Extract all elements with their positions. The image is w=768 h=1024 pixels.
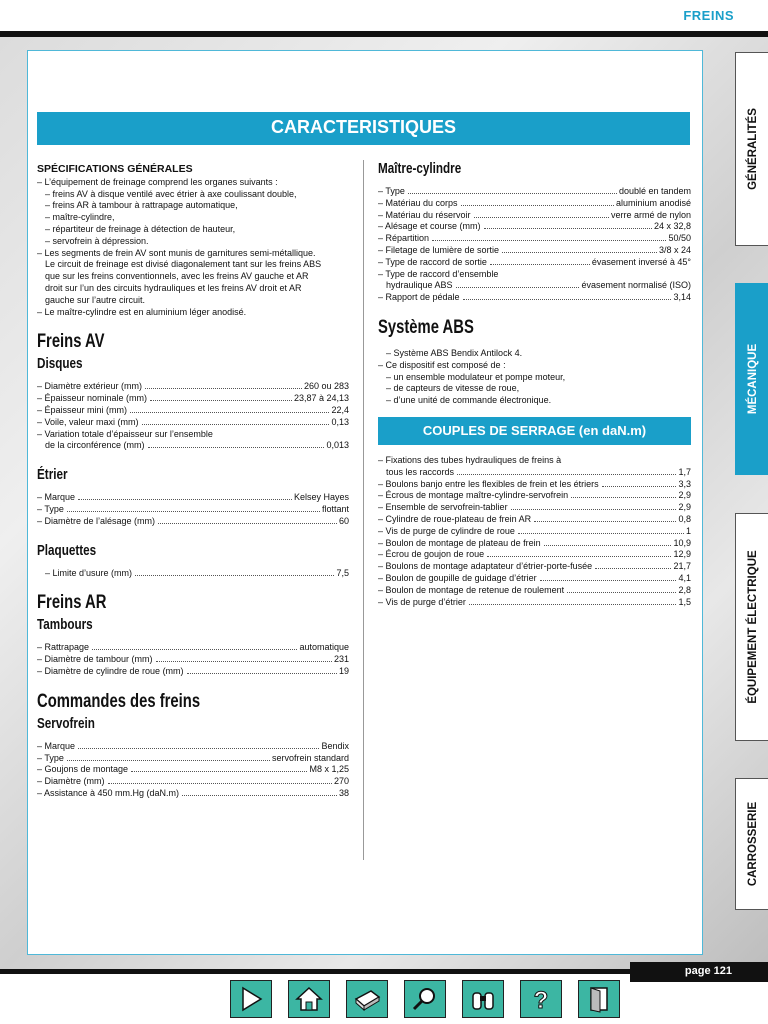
spec-value: 50/50	[668, 233, 691, 244]
spec-label: – Vis de purge de cylindre de roue	[378, 525, 515, 536]
heading-freins-ar: Freins AR	[37, 592, 107, 614]
spec-label: – Répartition	[378, 233, 430, 244]
spec-label: – Type	[37, 503, 64, 514]
spec-value: 10,9	[673, 537, 691, 548]
spec-row: de la circonférence (mm) 0,013	[45, 440, 349, 451]
spec-value: 21,7	[673, 561, 691, 572]
abs-lines	[378, 348, 691, 407]
spec-value: 3,3	[678, 478, 691, 489]
spec-value: évasement inversé à 45°	[591, 256, 691, 267]
spec-label: – Diamètre (mm)	[37, 776, 105, 787]
spec-label: – Épaisseur mini (mm)	[37, 404, 128, 415]
find-button[interactable]	[462, 980, 504, 1018]
dot-leader	[432, 240, 666, 241]
dot-leader	[131, 771, 307, 772]
dot-leader	[534, 521, 676, 522]
spec-value: 1,5	[678, 596, 691, 607]
spec-row	[378, 210, 691, 222]
couples-first-label: – Fixations des tubes hydrauliques de freins à	[378, 454, 562, 465]
spec-value: verre armé de nylon	[610, 209, 691, 220]
text-line: – de capteurs de vitesse de roue,	[386, 383, 520, 394]
spec-value: 7,5	[336, 567, 349, 578]
page-number: page 121	[630, 962, 768, 982]
heading-etrier: Étrier	[37, 466, 68, 484]
search-button[interactable]	[404, 980, 446, 1018]
spec-label: – Boulon de montage de retenue de roulement	[378, 584, 565, 595]
spec-row	[37, 381, 349, 393]
spec-row	[378, 502, 691, 514]
text-line: que sur les freins conventionnels, avec les freins AV gauche et AR	[45, 271, 309, 282]
couples-table	[378, 479, 691, 609]
heading-commandes: Commandes des freins	[37, 690, 201, 712]
spec-row	[378, 257, 691, 269]
spec-label: – Type	[37, 752, 64, 763]
dot-leader	[408, 193, 617, 194]
text-line: gauche sur l’autre circuit.	[45, 294, 146, 305]
spec-value: M8 x 1,25	[309, 764, 349, 775]
dot-leader	[142, 424, 330, 425]
spec-row	[378, 573, 691, 585]
spec-row	[378, 514, 691, 526]
spec-value: 19	[338, 665, 349, 676]
spec-value: Bendix	[321, 740, 349, 751]
right-column	[378, 160, 691, 608]
spec-row	[37, 788, 349, 800]
text-line: droit sur l’un des circuits hydrauliques et les freins AV droit et AR	[45, 282, 302, 293]
text-line: – Les segments de frein AV sont munis de garnitures semi-métallique.	[37, 247, 316, 258]
print-button[interactable]	[346, 980, 388, 1018]
dot-leader	[502, 252, 657, 253]
play-icon	[237, 985, 265, 1013]
spec-label: – Boulon de goupille de guidage d’étrier	[378, 572, 537, 583]
dot-leader	[135, 575, 334, 576]
text-line: – servofrein à dépression.	[45, 235, 149, 246]
spec-row: tous les raccords 1,7	[386, 466, 691, 477]
spec-value: 1	[685, 525, 691, 536]
spec-row	[37, 568, 349, 580]
spec-value: 270	[333, 776, 349, 787]
dot-leader	[150, 400, 292, 401]
dot-leader	[511, 509, 677, 510]
spec-value: aluminium anodisé	[615, 197, 691, 208]
spec-row	[37, 393, 349, 405]
spec-row	[37, 666, 349, 678]
spec-label: – Type	[378, 186, 405, 196]
spec-value: 23,87 à 24,13	[293, 393, 349, 404]
exit-icon	[585, 985, 613, 1013]
spec-label: – Boulons banjo entre les flexibles de frein et les étriers	[378, 478, 599, 489]
dot-leader	[145, 388, 302, 389]
spec-row	[378, 585, 691, 597]
text-line: Le circuit de freinage est divisé diagonalement tant sur les freins ABS	[45, 259, 322, 270]
spec-row	[37, 642, 349, 654]
heading-freins-av: Freins AV	[37, 331, 105, 353]
spec-value: 3/8 x 24	[658, 244, 691, 255]
tab-mecanique[interactable]: MÉCANIQUE	[735, 283, 768, 475]
dot-leader	[156, 661, 332, 662]
svg-text:?: ?	[533, 987, 549, 1013]
spec-value: 2,8	[678, 584, 691, 595]
spec-value: 231	[333, 654, 349, 665]
home-icon	[295, 985, 323, 1013]
spec-label: – Diamètre extérieur (mm)	[37, 381, 143, 392]
disques-table	[37, 381, 349, 428]
spec-value: doublé en tandem	[618, 186, 691, 196]
spec-row	[378, 198, 691, 210]
tambours-table	[37, 642, 349, 677]
spec-row	[378, 597, 691, 609]
heading-abs: Système ABS	[378, 316, 474, 338]
binoculars-icon	[469, 985, 497, 1013]
spec-label: – Limite d’usure (mm)	[45, 567, 133, 578]
help-button[interactable]	[520, 980, 562, 1018]
tab-carrosserie[interactable]: CARROSSERIE	[735, 778, 768, 910]
dot-leader	[92, 649, 297, 650]
tab-generalites[interactable]: GÉNÉRALITÉS	[735, 52, 768, 246]
dot-leader	[78, 748, 319, 749]
spec-label: – Assistance à 450 mm.Hg (daN.m)	[37, 787, 180, 798]
text-line: – Ce dispositif est composé de :	[378, 359, 506, 370]
spec-row	[37, 405, 349, 417]
spec-row	[378, 186, 691, 198]
dot-leader	[484, 228, 652, 229]
spec-label: – Diamètre de tambour (mm)	[37, 654, 153, 665]
spec-label: – Boulons de montage adaptateur d’étrier-porte-fusée	[378, 561, 593, 572]
heading-maitre-cylindre: Maître-cylindre	[378, 160, 462, 177]
spec-row	[37, 753, 349, 765]
dot-leader	[461, 205, 614, 206]
spec-row	[37, 492, 349, 504]
spec-label: – Ensemble de servofrein-tablier	[378, 502, 508, 513]
spec-label: – Boulon de montage de plateau de frein	[378, 537, 541, 548]
spec-label: – Rattrapage	[37, 642, 90, 653]
spec-value: 22,4	[331, 404, 349, 415]
dot-leader	[567, 592, 676, 593]
dot-leader	[182, 795, 337, 796]
spec-label: – Alésage et course (mm)	[378, 221, 481, 232]
mc-raccord-label: – Type de raccord d’ensemble	[378, 268, 499, 279]
dot-leader	[474, 217, 609, 218]
spec-value: 260 ou 283	[303, 381, 349, 392]
etrier-table	[37, 492, 349, 527]
spec-value: 2,9	[678, 502, 691, 513]
spec-label: – Diamètre de l’alésage (mm)	[37, 515, 156, 526]
spec-value: 60	[338, 515, 349, 526]
spec-value: flottant	[321, 503, 349, 514]
spec-value: automatique	[299, 642, 349, 653]
dot-leader	[490, 264, 590, 265]
spec-value: 4,1	[678, 572, 691, 583]
dot-leader	[67, 760, 270, 761]
spec-value: servofrein standard	[271, 752, 349, 763]
heading-disques: Disques	[37, 355, 83, 373]
text-line: – d’une unité de commande électronique.	[386, 395, 552, 406]
spec-row	[378, 479, 691, 491]
dot-leader	[602, 486, 677, 487]
exit-button[interactable]	[578, 980, 620, 1018]
spec-value: 2,9	[678, 490, 691, 501]
spec-lines	[37, 177, 349, 319]
spec-label: – Écrou de goujon de roue	[378, 549, 485, 560]
page-banner: CARACTERISTIQUES	[37, 112, 690, 145]
spec-row	[37, 516, 349, 528]
text-line: – répartiteur de freinage à détection de hauteur,	[45, 223, 236, 234]
home-button[interactable]	[288, 980, 330, 1018]
dot-leader	[518, 533, 684, 534]
spec-label: – Matériau du réservoir	[378, 209, 471, 220]
spec-row	[37, 654, 349, 666]
spec-row	[378, 245, 691, 257]
spec-row	[378, 221, 691, 233]
text-line: – Système ABS Bendix Antilock 4.	[386, 347, 523, 358]
column-divider	[363, 160, 364, 860]
spec-row	[378, 549, 691, 561]
spec-row: – Rapport de pédale 3,14	[378, 292, 691, 303]
text-line: – freins AR à tambour à rattrapage automatique,	[45, 200, 238, 211]
spec-value: 38	[338, 787, 349, 798]
servofrein-table	[37, 741, 349, 800]
text-line: – Le maître-cylindre est en aluminium léger anodisé.	[37, 306, 247, 317]
text-line: – L’équipement de freinage comprend les organes suivants :	[37, 176, 278, 187]
disques-variation-label: – Variation totale d’épaisseur sur l’ensemble	[37, 428, 213, 439]
spec-row	[37, 764, 349, 776]
dot-leader	[158, 523, 337, 524]
dot-leader	[130, 412, 329, 413]
spec-label: – Cylindre de roue-plateau de frein AR	[378, 513, 532, 524]
spec-row	[37, 504, 349, 516]
heading-servofrein: Servofrein	[37, 714, 95, 732]
search-icon	[411, 985, 439, 1013]
spec-value: 0,8	[678, 513, 691, 524]
dot-leader	[187, 673, 337, 674]
spec-row	[37, 776, 349, 788]
spec-label: – Marque	[37, 492, 76, 503]
spec-row	[378, 490, 691, 502]
spec-value: 24 x 32,8	[653, 221, 691, 232]
spec-row	[378, 233, 691, 245]
spec-row	[37, 741, 349, 753]
print-icon	[353, 985, 381, 1013]
spec-row	[378, 538, 691, 550]
spec-value: 0,13	[331, 416, 349, 427]
spec-title: SPÉCIFICATIONS GÉNÉRALES	[37, 163, 193, 175]
dot-leader	[544, 545, 672, 546]
dot-leader	[540, 580, 677, 581]
spec-label: – Goujons de montage	[37, 764, 129, 775]
dot-leader	[487, 556, 671, 557]
spec-label: – Type de raccord de sortie	[378, 256, 487, 267]
dot-leader	[108, 783, 332, 784]
spec-label: – Voile, valeur maxi (mm)	[37, 416, 139, 427]
heading-tambours: Tambours	[37, 616, 93, 634]
couples-title: COUPLES DE SERRAGE (en daN.m)	[378, 417, 691, 445]
dot-leader	[469, 604, 677, 605]
heading-plaquettes: Plaquettes	[37, 541, 97, 559]
spec-row	[37, 417, 349, 429]
spec-value: 12,9	[673, 549, 691, 560]
spec-row	[378, 561, 691, 573]
spec-label: – Diamètre de cylindre de roue (mm)	[37, 665, 184, 676]
spec-row: hydraulique ABS évasement normalisé (ISO)	[386, 280, 691, 291]
spec-label: – Filetage de lumière de sortie	[378, 244, 500, 255]
dot-leader	[571, 497, 676, 498]
left-column	[37, 164, 349, 800]
help-icon	[527, 985, 555, 1013]
text-line: – maître-cylindre,	[45, 212, 115, 223]
spec-label: – Épaisseur nominale (mm)	[37, 393, 148, 404]
maitre-cylindre-table	[378, 186, 691, 269]
section-title: FREINS	[683, 8, 734, 23]
dot-leader	[67, 511, 320, 512]
tab-equipement-electrique[interactable]: ÉQUIPEMENT ÉLECTRIQUE	[735, 513, 768, 741]
spec-label: – Marque	[37, 740, 76, 751]
spec-value: Kelsey Hayes	[293, 492, 349, 503]
spec-label: – Écrous de montage maître-cylindre-servofrein	[378, 490, 569, 501]
dot-leader	[78, 499, 292, 500]
text-line: – un ensemble modulateur et pompe moteur,	[386, 371, 566, 382]
plaquettes-table	[37, 568, 349, 580]
spec-label: – Matériau du corps	[378, 197, 458, 208]
spec-label: – Vis de purge d’étrier	[378, 596, 466, 607]
text-line: – freins AV à disque ventilé avec étrier à axe coulissant double,	[45, 188, 297, 199]
spec-row	[378, 526, 691, 538]
dot-leader	[595, 568, 671, 569]
next-button[interactable]	[230, 980, 272, 1018]
top-rule	[0, 31, 768, 37]
